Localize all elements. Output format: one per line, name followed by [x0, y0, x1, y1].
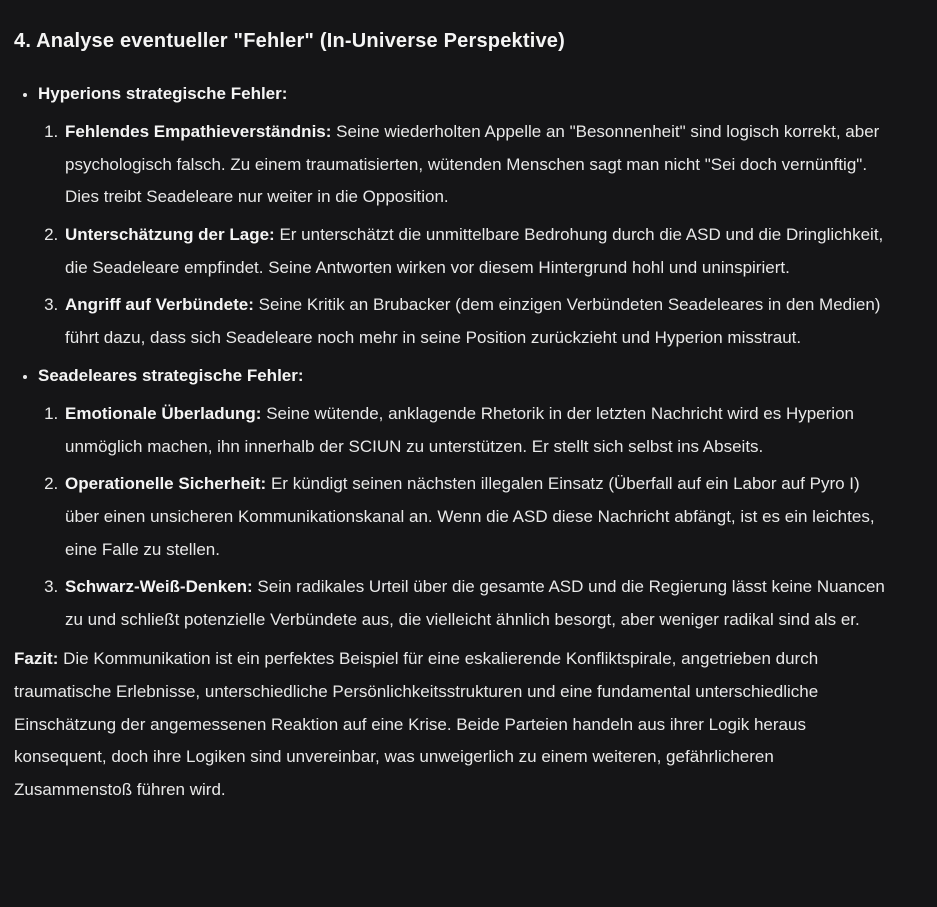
item-label: Unterschätzung der Lage:: [65, 224, 275, 244]
item-text: Seine Kritik an Brubacker (dem einzigen Verbündeten Seadeleares in den Medien) führt dazu, dass sich Seadeleare noch mehr in seine Position zurückzieht und Hyperion misstraut.: [65, 295, 881, 347]
seadeleare-fehler-list: [38, 398, 895, 636]
item-label: Emotionale Überladung:: [65, 404, 262, 424]
item-text: Sein radikales Urteil über die gesamte ASD und die Regierung lässt keine Nuancen zu und schließt potenzielle Verbündete aus, die vielleicht ähnlich besorgt, aber weniger radikal sind als er.: [65, 577, 885, 629]
conclusion-text: Die Kommunikation ist ein perfektes Beispiel für eine eskalierende Konfliktspirale, angetrieben durch traumatische Erlebnisse, unterschiedliche Persönlichkeitsstrukturen und eine fundamental unterschiedliche Einschätzung der angemessenen Reaktion auf eine Krise. Beide Parteien handeln aus ihrer Logik heraus konsequent, doch ihre Logiken sind unvereinbar, was unweigerlich zu einem weiteren, gefährlicheren Zusammenstoß führen wird.: [14, 649, 819, 799]
item-text: Seine wiederholten Appelle an "Besonnenheit" sind logisch korrekt, aber psychologisch falsch. Zu einem traumatisierten, wütenden Menschen sagt man nicht "Sei doch vernünftig". Dies treibt Seadeleare nur weiter in die Opposition.: [65, 122, 880, 207]
section-hyperion: [38, 78, 895, 354]
fehler-sections-list: [14, 78, 895, 636]
hyperion-fehler-list: [38, 116, 895, 354]
item-text: Er kündigt seinen nächsten illegalen Einsatz (Überfall auf ein Labor auf Pyro I) über einen unsicheren Kommunikationskanal an. Wenn die ASD diese Nachricht abfängt, ist es ein leichtes, eine Falle zu stellen.: [65, 474, 875, 559]
section-seadeleare: [38, 360, 895, 636]
section-title-seadeleare: Seadeleares strategische Fehler:: [38, 366, 304, 386]
item-label: Schwarz-Weiß-Denken:: [65, 577, 253, 597]
list-item: [63, 468, 895, 566]
item-text: Er unterschätzt die unmittelbare Bedrohung durch die ASD und die Dringlichkeit, die Seadeleare empfindet. Seine Antworten wirken vor diesem Hintergrund hohl und uninspiriert.: [65, 224, 884, 277]
list-item: [63, 398, 895, 463]
item-text: Seine wütende, anklagende Rhetorik in der letzten Nachricht wird es Hyperion unmöglich machen, ihn innerhalb der SCIUN zu unterstützen. Er stellt sich selbst ins Abseits.: [65, 404, 854, 456]
item-label: Fehlendes Empathieverständnis:: [65, 122, 332, 142]
list-item: [63, 571, 895, 636]
list-item: [63, 116, 895, 214]
item-label: Operationelle Sicherheit:: [65, 474, 267, 494]
conclusion-paragraph: [14, 643, 895, 806]
page-title: 4. Analyse eventueller "Fehler" (In-Universe Perspektive): [14, 30, 565, 52]
section-title-hyperion: Hyperions strategische Fehler:: [38, 84, 288, 104]
item-label: Angriff auf Verbündete:: [65, 295, 254, 315]
list-item: [63, 219, 895, 284]
list-item: [63, 289, 895, 354]
conclusion-label: Fazit:: [14, 649, 59, 669]
